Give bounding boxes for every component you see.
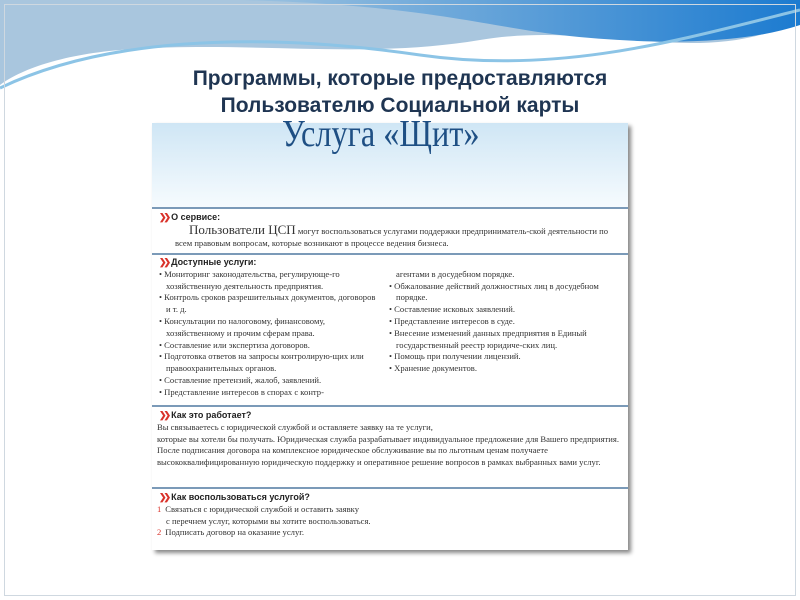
- title-line-2: Пользователю Социальной карты: [220, 94, 580, 117]
- divider: [152, 207, 628, 209]
- document-heading: Услуга «Щит»: [282, 113, 480, 155]
- double-chevron-icon: ❯❯: [159, 410, 169, 420]
- document-header: [152, 113, 628, 207]
- list-item: • Внесение изменений данных предприятия в Единый государственный реестр юридиче-ских лиц.: [387, 328, 607, 352]
- divider: [152, 405, 628, 407]
- title-line-1: Программы, которые предоставляются: [192, 67, 608, 90]
- section-title: Как это работает?: [171, 410, 252, 420]
- step-text: Подписать договор на оказание услуг.: [165, 527, 304, 538]
- double-chevron-icon: ❯❯: [159, 212, 169, 222]
- about-lead: Пользователи ЦСП: [189, 221, 296, 237]
- step-number: 1: [157, 503, 162, 514]
- list-item: • Составление или экспертиза договоров.: [157, 340, 377, 352]
- list-item: • Помощь при получении лицензий.: [387, 351, 607, 363]
- how-text-line1: Вы связываетесь с юридической службой и оставляете заявку на те услуги,: [157, 421, 433, 432]
- list-item: • Мониторинг законодательства, регулирующе-го хозяйственную деятельность предприятия.: [157, 269, 377, 293]
- step-item: [157, 527, 622, 539]
- use-section: [157, 492, 622, 539]
- how-section: [157, 410, 622, 469]
- list-item: • Составление претензий, жалоб, заявлений.: [157, 375, 377, 387]
- services-list-right: [387, 269, 607, 399]
- list-item: • Подготовка ответов на запросы контролирую-щих или правоохранительных органов.: [157, 351, 377, 375]
- section-title: Доступные услуги:: [171, 257, 257, 267]
- divider: [152, 487, 628, 489]
- how-text: которые вы хотели бы получать. Юридическая служба разрабатывает индивидуальное предложение для Вашего предприятия. После подписания договора на комплексное юридическое обслуживание вы по льготным ценам получаете высококвалифицированную юридическую поддержку и оперативное решение вопросов в рамках выбранных вами услуг.: [157, 433, 619, 468]
- services-list-left: [157, 269, 377, 399]
- list-item: • Составление исковых заявлений.: [387, 304, 607, 316]
- double-chevron-icon: ❯❯: [159, 492, 169, 502]
- section-title: Как воспользоваться услугой?: [171, 492, 310, 502]
- double-chevron-icon: ❯❯: [159, 257, 169, 267]
- list-item: • Консультации по налоговому, финансовому, хозяйственному и прочим сферам права.: [157, 316, 377, 340]
- step-text-cont: с перечнем услуг, которыми вы хотите воспользоваться.: [166, 515, 371, 526]
- list-item: • Хранение документов.: [387, 363, 607, 375]
- list-item: • Представление интересов в спорах с контр-: [157, 387, 377, 399]
- step-text: Связаться с юридической службой и оставить заявку: [165, 503, 360, 514]
- list-item-continuation: агентами в досудебном порядке.: [396, 268, 515, 279]
- about-text: могут воспользоваться услугами поддержки предприниматель-ской деятельности по всем правовым вопросам, которые возникают в процессе ведения бизнеса.: [175, 225, 609, 248]
- about-section: [159, 212, 620, 249]
- list-item: • Обжалование действий должностных лиц в досудебном порядке.: [387, 281, 607, 305]
- divider: [152, 253, 628, 255]
- services-section: [159, 257, 620, 399]
- list-item: • Представление интересов в суде.: [387, 316, 607, 328]
- section-title: О сервисе:: [171, 212, 221, 222]
- service-document: [152, 113, 628, 550]
- slide-title: [0, 65, 800, 119]
- list-item: • Контроль сроков разрешительных документов, договоров и т. д.: [157, 292, 377, 316]
- step-number: 2: [157, 527, 162, 538]
- step-item: [157, 504, 622, 516]
